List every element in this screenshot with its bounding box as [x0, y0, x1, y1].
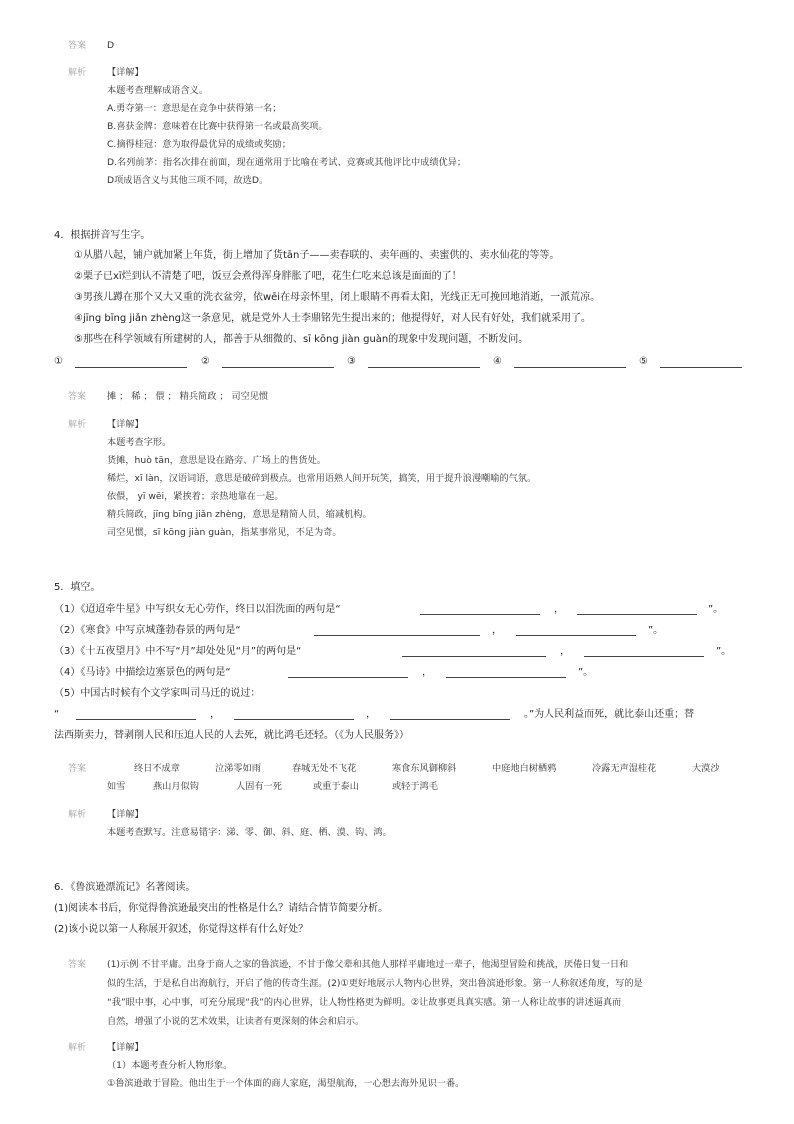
blank[interactable] [288, 677, 408, 678]
q5-line-4: （4）《马诗》中描绘边塞景色的两句是“ [54, 667, 231, 678]
q3-line: C.摘得桂冠：意为取得最优异的成绩或奖励； [107, 139, 291, 150]
blank-1[interactable] [75, 367, 187, 368]
blank[interactable] [577, 614, 697, 615]
q4-analysis: 稀烂，xī làn，汉语词语，意思是破碎到极点。也常用语熟人间开玩笑，搞笑，用于提升浪漫嘲喻的气氛。 [107, 473, 537, 484]
close-quote: ”。 [708, 604, 724, 615]
q5-answer: 中庭地白树栖鸦 [492, 763, 557, 774]
blank-4[interactable] [514, 367, 626, 368]
q5-answer: 人固有一死 [236, 781, 282, 792]
blank-mark: ② [201, 356, 210, 367]
analysis-label: 解析 [68, 1043, 87, 1053]
blank-3[interactable] [368, 367, 480, 368]
answer-label: 答案 [68, 41, 87, 51]
blank-mark: ① [54, 356, 63, 367]
answer-label: 答案 [68, 764, 87, 774]
q4-answer: 摊 ； 稀 ； 偎 ； 精兵简政 ； 司空见惯 [107, 391, 269, 402]
q4-line: ⑤那些在科学领域有所建树的人，都善于从细微的、sī kōng jiàn guàn的现象中发现问题，不断发问。 [74, 334, 529, 345]
blank[interactable] [584, 656, 704, 657]
q5-answer: 大漠沙 [692, 763, 720, 774]
q4-line: ④jīng bīng jiǎn zhèng这一条意见，就是党外人士李鼎铭先生提出来的；他提得好，对人民有好处，我们就采用了。 [74, 313, 592, 324]
q5-answer: 冷露无声湿桂花 [592, 763, 657, 774]
q3-detail: 【详解】 [107, 67, 144, 78]
q5-line-6-tail: 。”为人民利益而死，就比泰山还重；替 [524, 709, 695, 720]
q4-analysis: 依偎， yī wēi，紧挨着；亲热地靠在一起。 [107, 491, 284, 502]
blank[interactable] [402, 656, 546, 657]
q5-detail: 【详解】 [107, 809, 144, 820]
blank[interactable] [76, 719, 196, 720]
analysis-label: 解析 [68, 420, 87, 430]
q6-question-2: (2)该小说以第一人称展开叙述，你觉得这样有什么好处？ [54, 924, 309, 935]
q6-title: 6．《鲁滨逊漂流记》名著阅读。 [54, 882, 196, 893]
q5-line-3: （3）《十五夜望月》中不写“月”却处处见“月”的两句是“ [54, 646, 302, 657]
blank[interactable] [516, 635, 636, 636]
q3-line: B.喜获金牌：意味着在比赛中获得第一名或最高奖项。 [107, 121, 328, 132]
q5-answer: 春城无处不飞花 [292, 763, 357, 774]
q6-answer: (1)示例 不甘平庸。出身于商人之家的鲁滨逊，不甘于像父辈和其他人那样平庸地过一辈子，他渴望冒险和挑战，厌倦日复一日和 [107, 959, 629, 970]
blank[interactable] [234, 719, 354, 720]
comma: ， [366, 709, 376, 720]
blank-mark: ④ [493, 356, 502, 367]
q3-answer: D [107, 40, 115, 51]
q6-answer: 似的生活，于是私自出海航行，开启了他的传奇生涯。(2)①更好地展示人物内心世界，突出鲁滨逊形象。第一人称叙述角度，写的是 [107, 978, 643, 989]
q4-analysis: 精兵简政，jīng bīng jiǎn zhèng，意思是精简人员，缩减机构。 [107, 509, 372, 520]
blank-mark: ⑤ [639, 356, 648, 367]
blank-mark: ③ [347, 356, 356, 367]
q5-line-2: （2）《寒食》中写京城蓬勃春景的两句是“ [54, 625, 241, 636]
answer-label: 答案 [68, 392, 87, 402]
q5-answer: 燕山月似钩 [153, 781, 199, 792]
q5-answer: 寒食东风御柳斜 [392, 763, 457, 774]
q5-line-5: （5）中国古时候有个文学家叫司马迁的说过： [54, 688, 261, 699]
q5-line-1: （1）《迢迢牵牛星》中写织女无心劳作，终日以泪洗面的两句是“ [54, 604, 341, 615]
q4-line: ②栗子已xī烂到认不清楚了吧，饭豆会煮得浑身胖胀了吧，花生仁吃来总该是面面的了！ [74, 271, 462, 282]
q4-analysis: 本题考查字形。 [107, 437, 172, 448]
q5-answer: 如雪 [107, 781, 126, 792]
q5-answer: 或重于泰山 [313, 781, 359, 792]
q5-answer: 终日不成章 [134, 763, 180, 774]
q4-analysis: 司空见惯，sī kōng jiàn guàn，指某事常见，不足为奇。 [107, 527, 342, 538]
q4-detail: 【详解】 [107, 419, 144, 430]
q5-answer: 或轻于鸿毛 [392, 781, 438, 792]
comma: ， [554, 604, 564, 615]
blank[interactable] [314, 635, 480, 636]
open-quote: “ [54, 709, 60, 720]
q6-answer: 自然，增强了小说的艺术效果，让读者有更深刻的体会和启示。 [107, 1016, 365, 1027]
q4-title: 4．根据拼音写生字。 [54, 230, 151, 241]
q4-line: ③男孩儿蹲在那个又大又重的洗衣盆旁，依wēi在母亲怀里，闭上眼睛不再看太阳，光线正无可挽回地消逝，一派荒凉。 [74, 292, 601, 303]
analysis-label: 解析 [68, 810, 87, 820]
q3-line: D项成语含义与其他三项不同，故选D。 [107, 175, 269, 186]
q5-line-7: 法西斯卖力，替剥削人民和压迫人民的人去死，就比鸿毛还轻。（《为人民服务》） [54, 730, 409, 741]
q6-question-1: (1)阅读本书后，你觉得鲁滨逊最突出的性格是什么？请结合情节简要分析。 [54, 903, 389, 914]
blank[interactable] [390, 719, 510, 720]
q6-analysis: （1）本题考查分析人物形象。 [107, 1060, 233, 1071]
comma: ， [492, 625, 502, 636]
close-quote: ”。 [716, 646, 732, 657]
comma: ， [210, 709, 220, 720]
blank-2[interactable] [222, 367, 334, 368]
blank[interactable] [420, 614, 540, 615]
q4-analysis: 货摊，huò tān，意思是设在路旁、广场上的售货处。 [107, 455, 326, 466]
blank[interactable] [446, 677, 566, 678]
q3-line: 本题考查理解成语含义。 [107, 85, 209, 96]
q3-line: A.勇夺第一：意思是在竞争中获得第一名； [107, 103, 282, 114]
q3-line: D.名列前茅：指名次排在前面，现在通常用于比喻在考试、竞赛或其他评比中成绩优异； [107, 157, 467, 168]
q5-title: 5．填空。 [54, 582, 101, 593]
q6-analysis: ①鲁滨逊敢于冒险。他出生于一个体面的商人家庭，渴望航海，一心想去海外见识一番。 [107, 1078, 465, 1089]
q6-detail: 【详解】 [107, 1042, 144, 1053]
q6-answer: “我”眼中事，心中事，可充分展现“我”的内心世界，让人物性格更为鲜明。②让故事更具真实感。第一人称让故事的讲述逼真而 [107, 997, 622, 1008]
comma: ， [560, 646, 570, 657]
q5-analysis: 本题考查默写。注意易错字：涕、零、御、斜、庭、栖、漠、钩、鸿。 [107, 827, 392, 838]
answer-label: 答案 [68, 960, 87, 970]
comma: ， [422, 667, 432, 678]
blank-5[interactable] [660, 367, 742, 368]
close-quote: ”。 [648, 625, 664, 636]
analysis-label: 解析 [68, 68, 87, 78]
q5-answer: 泣涕零如雨 [215, 763, 261, 774]
q4-line: ①从腊八起，铺户就加紧上年货，街上增加了货tān子——卖春联的、卖年画的、卖蜜供的、卖水仙花的等等。 [74, 250, 560, 261]
close-quote: ”。 [578, 667, 594, 678]
